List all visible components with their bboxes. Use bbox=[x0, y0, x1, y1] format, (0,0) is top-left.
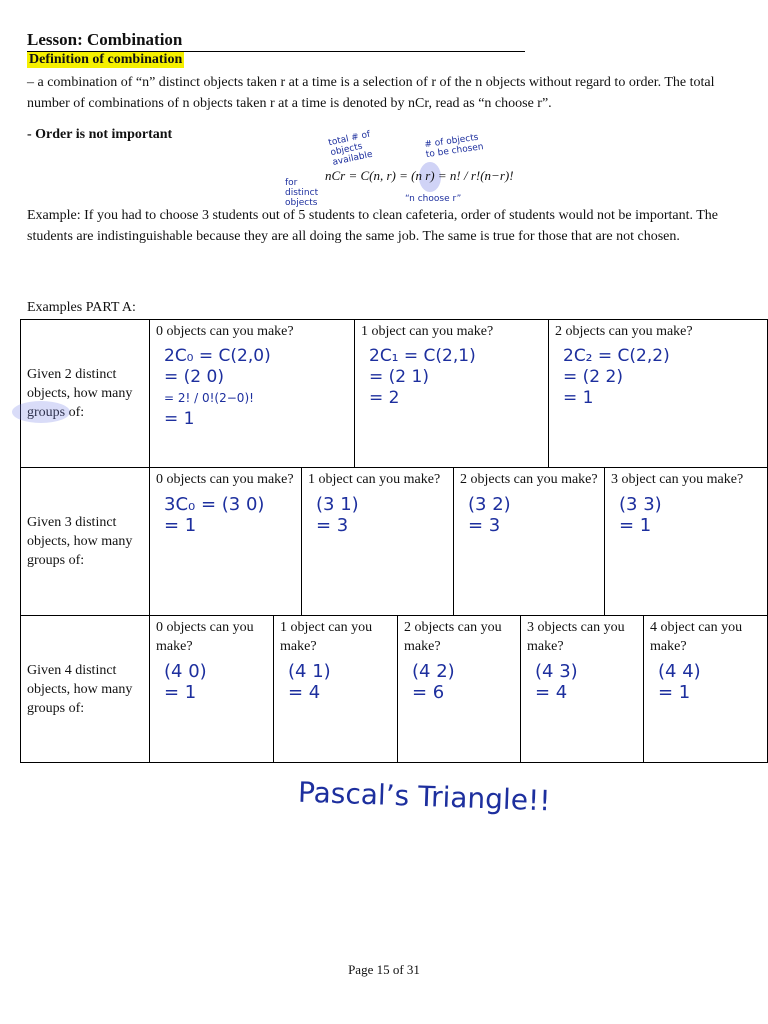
handwritten-work bbox=[156, 495, 295, 535]
cell-question: 0 objects can you make? bbox=[156, 324, 294, 339]
work-line: = 1 bbox=[164, 515, 197, 536]
work-line: (4 1) bbox=[288, 661, 331, 682]
cell-question: 3 objects can you make? bbox=[527, 620, 625, 654]
work-line: = (2 1) bbox=[369, 367, 429, 387]
example-text: Example: If you had to choose 3 students out of 5 students to clean cafeteria, order of students would not be important. The students are indistinguishable because they are all doing the same job. The same is true for those that are not chosen. bbox=[27, 208, 719, 244]
cell-question: 4 object can you make? bbox=[650, 620, 743, 654]
cell-question: 0 objects can you make? bbox=[156, 472, 294, 487]
handwritten-work bbox=[156, 662, 267, 702]
handwritten-work bbox=[156, 347, 348, 429]
cell-question: 1 object can you make? bbox=[308, 472, 441, 487]
handwritten-work bbox=[280, 662, 391, 702]
answer-cell bbox=[150, 616, 274, 762]
annotation-total: total # of objects available bbox=[327, 129, 374, 168]
cell-question: 3 object can you make? bbox=[611, 472, 744, 487]
groups-highlight bbox=[12, 401, 70, 423]
formula-main: nCr = C(n, r) = (n r) = n! / r!(n−r)! bbox=[325, 168, 514, 183]
answer-cell bbox=[549, 320, 743, 467]
work-line: = 1 bbox=[563, 388, 594, 408]
handwritten-work bbox=[308, 495, 447, 535]
work-line: = 1 bbox=[164, 682, 197, 703]
answer-cell bbox=[150, 468, 302, 615]
work-line: 2C₁ = C(2,1) bbox=[369, 346, 476, 366]
example-row bbox=[21, 468, 768, 616]
work-line: = (2 2) bbox=[563, 367, 623, 387]
handwritten-work bbox=[361, 347, 542, 408]
work-line: = 3 bbox=[316, 515, 349, 536]
cell-question: 2 objects can you make? bbox=[460, 472, 598, 487]
handwritten-work bbox=[611, 495, 749, 535]
work-line: (4 0) bbox=[164, 661, 207, 682]
work-line: (4 4) bbox=[658, 661, 701, 682]
page-number: Page 15 of 31 bbox=[348, 962, 420, 977]
example-row bbox=[21, 320, 768, 468]
answer-cell bbox=[398, 616, 521, 762]
work-line: = 2 bbox=[369, 388, 400, 408]
answer-cell bbox=[605, 468, 756, 615]
work-line: = 1 bbox=[164, 409, 195, 429]
work-line: (4 2) bbox=[412, 661, 455, 682]
order-note: - Order is not important bbox=[27, 127, 173, 142]
part-a-label: Examples PART A: bbox=[27, 300, 136, 315]
annotation-chosen: # of objects to be chosen bbox=[423, 132, 485, 161]
cell-question: 1 object can you make? bbox=[361, 324, 494, 339]
annotation-distinct: for distinct objects bbox=[285, 178, 319, 208]
work-line: = 3 bbox=[468, 515, 501, 536]
work-line: = 2! / 0!(2−0)! bbox=[164, 391, 254, 405]
lesson-title: Lesson: Combination bbox=[27, 30, 525, 52]
work-line: (3 3) bbox=[619, 494, 662, 515]
work-line: (3 1) bbox=[316, 494, 359, 515]
handwritten-work bbox=[650, 662, 761, 702]
formula-block bbox=[285, 129, 520, 210]
answer-cell bbox=[355, 320, 549, 467]
work-line: 2C₀ = C(2,0) bbox=[164, 346, 271, 366]
work-line: = 4 bbox=[288, 682, 321, 703]
example-row bbox=[21, 616, 768, 763]
work-line: = 1 bbox=[619, 515, 652, 536]
answer-cell bbox=[302, 468, 454, 615]
row-label: Given 3 distinct objects, how many groups of: bbox=[21, 468, 150, 616]
work-line: = (2 0) bbox=[164, 367, 224, 387]
handwritten-work bbox=[555, 347, 736, 408]
row-label: Given 4 distinct objects, how many groups of: bbox=[21, 616, 150, 763]
definition-heading: Definition of combination bbox=[29, 52, 183, 67]
cell-question: 2 objects can you make? bbox=[555, 324, 693, 339]
handwritten-work bbox=[527, 662, 637, 702]
definition-text: – a combination of “n” distinct objects taken r at a time is a selection of r of the n objects without regard to order. The total number of combinations of n objects taken r at a time is denoted by nCr, read as “n choose r”. bbox=[27, 75, 715, 111]
cell-question: 1 object can you make? bbox=[280, 620, 373, 654]
cell-question: 0 objects can you make? bbox=[156, 620, 254, 654]
work-line: 2C₂ = C(2,2) bbox=[563, 346, 670, 366]
handwritten-work bbox=[404, 662, 514, 702]
answer-cell bbox=[644, 616, 768, 762]
answer-cell bbox=[274, 616, 398, 762]
examples-table bbox=[20, 319, 768, 763]
handwritten-work bbox=[460, 495, 598, 535]
work-line: 3C₀ = (3 0) bbox=[164, 494, 265, 515]
annotation-choose: “n choose r” bbox=[405, 194, 462, 204]
answer-cell bbox=[454, 468, 605, 615]
work-line: = 4 bbox=[535, 682, 568, 703]
work-line: (3 2) bbox=[468, 494, 511, 515]
work-line: = 1 bbox=[658, 682, 691, 703]
work-line: (4 3) bbox=[535, 661, 578, 682]
answer-cell bbox=[150, 320, 355, 467]
pascal-note: Pascal’s Triangle!! bbox=[297, 775, 552, 818]
row-label: Given 2 distinct objects, how many groups of: bbox=[21, 320, 150, 468]
cell-question: 2 objects can you make? bbox=[404, 620, 502, 654]
work-line: = 6 bbox=[412, 682, 445, 703]
answer-cell bbox=[521, 616, 644, 762]
